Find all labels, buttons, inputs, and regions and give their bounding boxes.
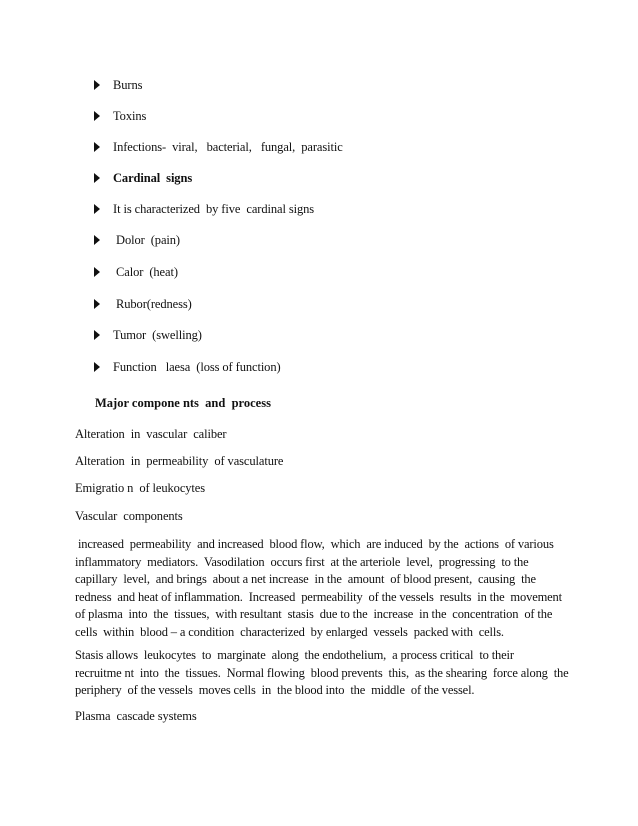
- bullet-item: [94, 138, 343, 156]
- bullet-text: Rubor(redness): [113, 296, 192, 311]
- bullet-text: Tumor (swelling): [113, 327, 202, 342]
- bullet-text: Cardinal signs: [113, 170, 193, 185]
- text-line: Vascular components: [75, 509, 183, 523]
- bullet-arrow-icon: [94, 235, 100, 245]
- paragraph-stasis: [75, 647, 569, 700]
- bullet-item: [94, 326, 202, 344]
- text-line: Alteration in permeability of vasculature: [75, 454, 284, 468]
- paragraph-line: periphery of the vessels moves cells in the blood into the middle of the vessel.: [75, 683, 475, 697]
- text-line: Emigratio n of leukocytes: [75, 481, 206, 495]
- bullet-text: Function laesa (loss of function): [113, 359, 281, 374]
- bullet-item: [94, 358, 281, 376]
- bullet-arrow-icon: [94, 267, 100, 277]
- bullet-arrow-icon: [94, 299, 100, 309]
- bullet-item: [94, 169, 192, 187]
- text-line: Plasma cascade systems: [75, 709, 197, 723]
- paragraph-line: Stasis allows leukocytes to marginate along the endothelium, a process critical to their: [75, 648, 514, 662]
- bullet-arrow-icon: [94, 330, 100, 340]
- bullet-text: Toxins: [113, 108, 147, 123]
- bullet-item: [94, 76, 142, 94]
- bullet-arrow-icon: [94, 142, 100, 152]
- bullet-item: [94, 295, 192, 313]
- paragraph-line: recruitme nt into the tissues. Normal flowing blood prevents this, as the shearing force along the: [75, 665, 569, 680]
- bullet-arrow-icon: [94, 204, 100, 214]
- bullet-text: Dolor (pain): [113, 232, 180, 247]
- paragraph-line: increased permeability and increased blood flow, which are induced by the actions of various: [75, 537, 554, 551]
- bullet-item: [94, 107, 146, 125]
- bullet-arrow-icon: [94, 173, 100, 183]
- paragraph-line: redness and heat of inflammation. Increased permeability of the vessels results in the movement: [75, 589, 562, 604]
- bullet-arrow-icon: [94, 362, 100, 372]
- bullet-text: Calor (heat): [113, 264, 178, 279]
- paragraph-line: capillary level, and brings about a net increase in the amount of blood present, causing the: [75, 572, 536, 586]
- bullet-arrow-icon: [94, 80, 100, 90]
- bullet-item: [94, 263, 178, 281]
- bullet-item: [94, 231, 180, 249]
- bullet-text: Burns: [113, 77, 143, 92]
- paragraph-vascular: [75, 536, 562, 641]
- paragraph-line: of plasma into the tissues, with resultant stasis due to the increase in the concentration of the: [75, 607, 553, 621]
- section-heading: Major compone nts and process: [95, 396, 271, 410]
- bullet-text: Infections- viral, bacterial, fungal, parasitic: [113, 139, 343, 154]
- bullet-item: [94, 200, 314, 218]
- paragraph-line: cells within blood – a condition characterized by enlarged vessels packed with cells.: [75, 624, 504, 639]
- bullet-arrow-icon: [94, 111, 100, 121]
- text-line: Alteration in vascular caliber: [75, 427, 227, 441]
- bullet-text: It is characterized by five cardinal signs: [113, 201, 315, 216]
- paragraph-line: inflammatory mediators. Vasodilation occurs first at the arteriole level, progressing to the: [75, 554, 529, 569]
